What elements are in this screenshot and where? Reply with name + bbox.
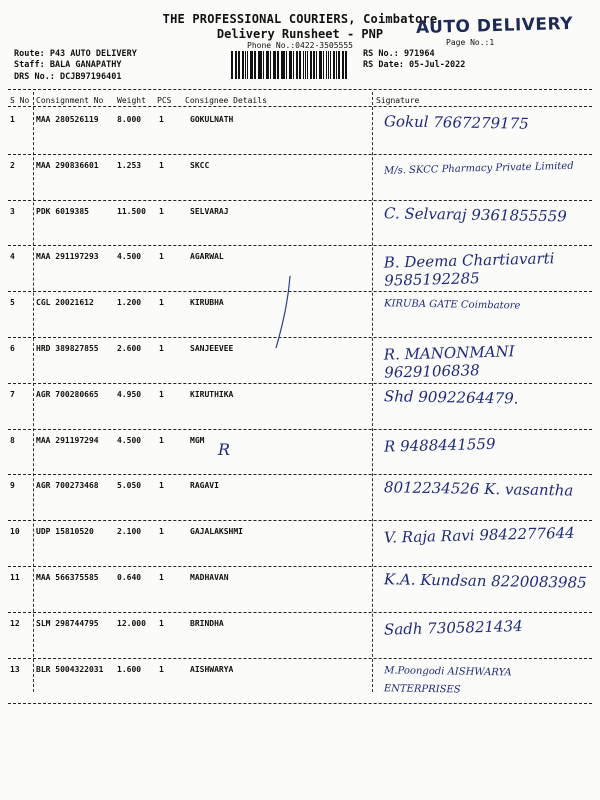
row-pcs: 1 [159, 664, 164, 674]
row-weight: 2.100 [117, 527, 142, 537]
col-pcs-header: PCS [157, 96, 172, 105]
signature-entry: 8012234526 K. vasantha [383, 478, 574, 500]
row-consignment: HRD 389827855 [36, 344, 99, 353]
row-sno: 3 [10, 206, 15, 216]
row-pcs: 1 [159, 115, 164, 124]
col-sno-header: S No [10, 96, 30, 105]
row-consignee: SKCC [190, 160, 210, 170]
row-sno: 7 [10, 389, 15, 399]
signature-entry: Gokul 7667279175 [383, 112, 529, 133]
row-weight: 1.600 [117, 664, 142, 674]
col-weight-header: Weight [117, 96, 146, 105]
row-consignee: MGM [190, 435, 205, 445]
row-pcs: 1 [159, 527, 164, 537]
rs-date: RS Date: 05-Jul-2022 [363, 60, 466, 70]
row-consignee: KIRUBHA [190, 298, 224, 308]
col-signature-header: Signature [376, 96, 420, 105]
row-consignment: MAA 280526119 [36, 115, 99, 124]
row-sno: 9 [10, 481, 15, 491]
row-sno: 1 [10, 115, 15, 124]
row-consignment: CGL 20021612 [36, 298, 94, 308]
signature-entry: M.Poongodi AISHWARYA ENTERPRISES [383, 664, 512, 696]
document-subtitle: Delivery Runsheet - PNP [216, 27, 384, 41]
signature-entry: R. MANONMANI 9629106838 [383, 342, 515, 382]
row-weight: 4.950 [117, 389, 142, 399]
row-weight: 0.640 [117, 573, 142, 582]
row-pcs: 1 [159, 206, 164, 216]
row-weight: 1.200 [117, 298, 142, 308]
row-consignment: MAA 290836601 [36, 160, 99, 170]
row-pcs: 1 [159, 573, 164, 582]
row-weight: 2.600 [117, 344, 142, 353]
row-pcs: 1 [159, 618, 164, 628]
signature-entry: Sadh 7305821434 [383, 616, 523, 639]
row-pcs: 1 [159, 435, 164, 445]
row-sno: 11 [10, 573, 20, 582]
row-pcs: 1 [159, 252, 164, 262]
row-consignment: AGR 700280665 [36, 389, 99, 399]
auto-delivery-stamp: AUTO DELIVERY [415, 13, 574, 39]
row-sno: 12 [10, 618, 20, 628]
row-consignee: AGARWAL [190, 252, 224, 262]
row-pcs: 1 [159, 344, 164, 353]
row-weight: 4.500 [117, 252, 142, 262]
row-weight: 1.253 [117, 160, 142, 170]
page-number: Page No.:1 [446, 38, 495, 47]
signature-entry: V. Raja Ravi 9842277644 [383, 523, 575, 547]
row-weight: 11.500 [117, 206, 146, 216]
route-label: Route: P43 AUTO DELIVERY [14, 49, 137, 59]
row-consignee: SELVARAJ [190, 206, 229, 216]
row-sno: 8 [10, 435, 15, 445]
row-consignee: KIRUTHIKA [190, 389, 234, 399]
row-sno: 13 [10, 664, 20, 674]
document-title: THE PROFESSIONAL COURIERS, Coimbatore [162, 12, 438, 26]
signature-entry: M/s. SKCC Pharmacy Private Limited [383, 160, 574, 177]
row-pcs: 1 [159, 389, 164, 399]
row-consignee: SANJEEVEE [190, 344, 234, 353]
row-consignee: AISHWARYA [190, 664, 234, 674]
signature-entry: Shd 9092264479. [383, 387, 519, 408]
signature-entry: B. Deema Chartiavarti 9585192285 [383, 249, 555, 291]
drs-number: DRS No.: DCJB97196401 [14, 72, 122, 82]
rs-number: RS No.: 971964 [363, 49, 435, 59]
row-weight: 5.050 [117, 481, 142, 491]
row-consignee: BRINDHA [190, 618, 224, 628]
row-consignment: BLR 5004322031 [36, 664, 104, 674]
signature-entry: KIRUBA GATE Coimbatore [383, 298, 521, 312]
phone-number: Phone No.:0422-3505555 [247, 41, 353, 50]
row-weight: 12.000 [117, 618, 146, 628]
col-consignee-header: Consignee Details [185, 96, 267, 105]
signature-entry: R 9488441559 [383, 434, 496, 456]
staff-label: Staff: BALA GANAPATHY [14, 60, 122, 70]
row-consignment: AGR 700273468 [36, 481, 99, 491]
mgm-hand-mark: R [218, 440, 231, 459]
row-sno: 2 [10, 160, 15, 170]
signature-entry: K.A. Kundsan 8220083985 [383, 570, 587, 592]
row-consignment: UDP 15810520 [36, 527, 94, 537]
row-consignee: GAJALAKSHMI [190, 527, 243, 537]
row-consignment: MAA 291197294 [36, 435, 99, 445]
row-sno: 4 [10, 252, 15, 262]
row-consignee: MADHAVAN [190, 573, 229, 582]
row-consignee: GOKULNATH [190, 115, 234, 124]
col-consignment-header: Consignment No [36, 96, 104, 105]
row-pcs: 1 [159, 298, 164, 308]
row-pcs: 1 [159, 481, 164, 491]
signature-entry: C. Selvaraj 9361855559 [383, 203, 567, 225]
row-consignment: SLM 298744795 [36, 618, 99, 628]
row-weight: 4.500 [117, 435, 142, 445]
row-sno: 5 [10, 298, 15, 308]
row-consignee: RAGAVI [190, 481, 219, 491]
row-weight: 8.000 [117, 115, 142, 124]
row-pcs: 1 [159, 160, 164, 170]
row-sno: 10 [10, 527, 20, 537]
row-consignment: MAA 291197293 [36, 252, 99, 262]
row-consignment: MAA 566375585 [36, 573, 99, 582]
row-sno: 6 [10, 344, 15, 353]
row-consignment: PDK 6019385 [36, 206, 89, 216]
